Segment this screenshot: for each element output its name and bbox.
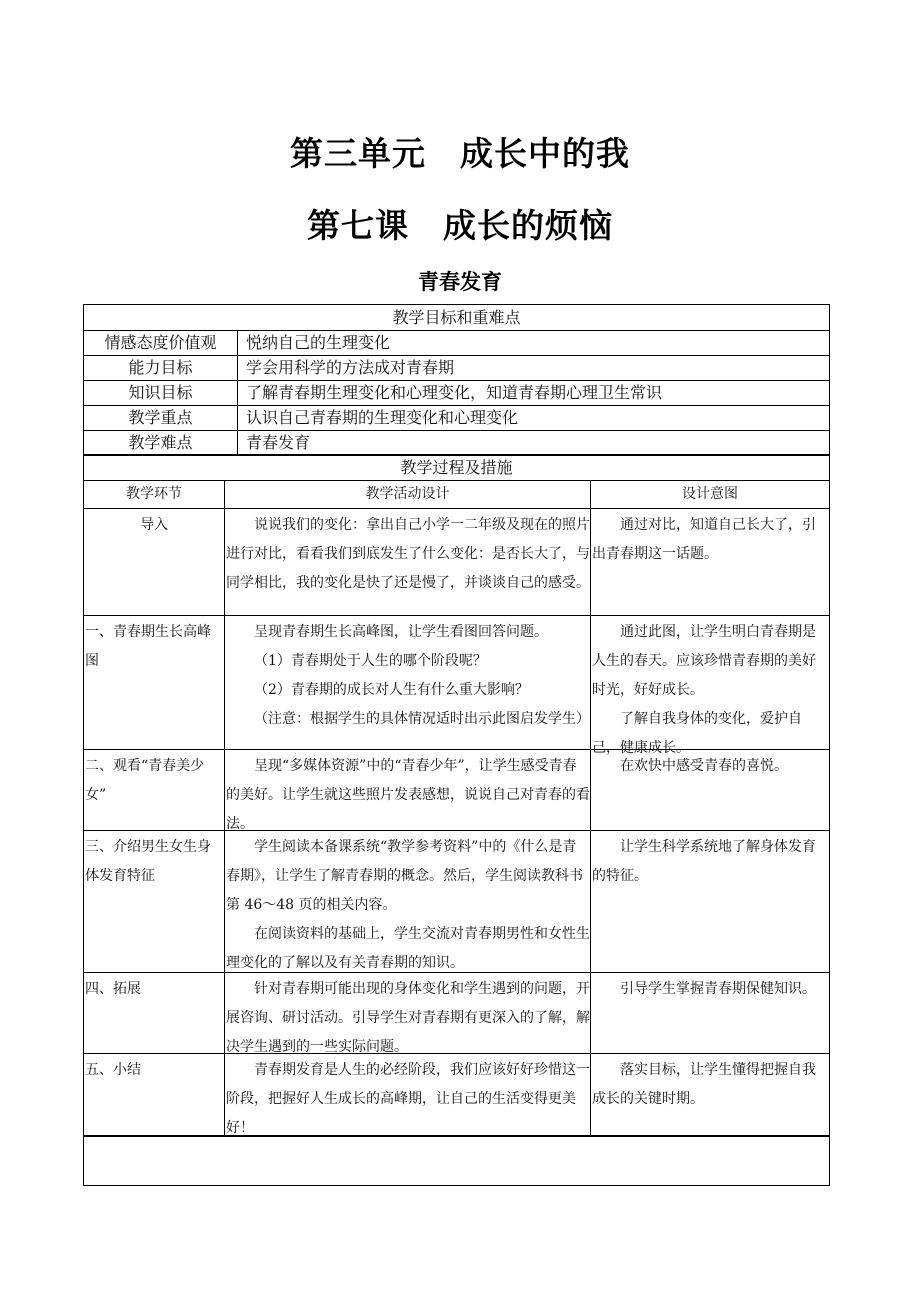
intent-text: 通过此图，让学生明白青春期是人生的春天。应该珍惜青春期的美好时光，好好成长。 [592,624,816,698]
column-header-intent: 设计意图 [682,486,738,502]
process-row-features [84,831,829,973]
intent-text: 落实目标，让学生懂得把握自我成长的关键时期。 [592,1062,816,1107]
process-table [83,454,830,1186]
process-row-summary [84,1054,829,1137]
intent-text: 在欢快中感受青春的喜悦。 [620,758,788,774]
goal-row [84,356,829,381]
step-label: 四、拓展 [85,981,141,997]
activity-text: 呈现“多媒体资源”中的“青春少年”，让学生感受青春的美好。让学生就这些照片发表感想，说说自己对青春的看法。 [226,758,590,832]
lesson-title: 第七课 成长的烦恼 [307,206,613,245]
intent-text: 通过对比，知道自己长大了，引出青春期这一话题。 [592,517,816,562]
goal-label: 能力目标 [84,356,238,380]
activity-text: （1）青春期处于人生的哪个阶段呢？ [254,653,487,669]
goals-table [83,304,830,456]
goal-label: 知识目标 [84,381,238,405]
activity-text: 学生阅读本备课系统“教学参考资料”中的《什么是青春期》，让学生了解青春期的概念。然后，学生阅读教科书第 46～48 页的相关内容。 [226,839,583,913]
step-label: 导入 [140,517,168,533]
step-label: 三、介绍男生女生身体发育特征 [85,839,211,884]
step-label: 一、青春期生长高峰图 [85,624,211,669]
activity-text: 青春期发育是人生的必经阶段，我们应该好好珍惜这一阶段，把握好人生成长的高峰期，让自己的生活变得更美好！ [226,1062,590,1136]
step-label: 五、小结 [85,1062,141,1078]
goal-label: 教学重点 [84,406,238,430]
activity-text: （注意：根据学生的具体情况适时出示此图启发学生） [254,711,590,727]
activity-text: （2）青春期的成长对人生有什么重大影响？ [254,682,529,698]
step-label: 二、观看“青春美少女” [85,758,205,803]
process-row-watch [84,750,829,831]
goal-value: 青春发育 [246,433,311,452]
intent-text: 让学生科学系统地了解身体发育的特征。 [592,839,816,884]
process-title: 教学过程及措施 [84,455,829,481]
goal-label: 教学难点 [84,431,238,455]
goal-row [84,381,829,406]
goal-row [84,406,829,431]
goal-value: 悦纳自己的生理变化 [246,333,391,352]
goal-label: 情感态度价值观 [84,331,238,355]
process-row-extend [84,973,829,1054]
goal-row [84,431,829,455]
goal-value: 学会用科学的方法成对青春期 [246,358,455,377]
activity-text: 呈现青春期生长高峰图，让学生看图回答问题。 [254,624,548,640]
blank-row [84,1137,829,1185]
column-header-step: 教学环节 [84,481,225,508]
unit-title: 第三单元 成长中的我 [290,134,630,173]
topic-title: 青春发育 [418,270,502,294]
process-row-growth-chart [84,616,829,756]
column-header-activity: 教学活动设计 [225,481,591,508]
goal-value: 了解青春期生理变化和心理变化，知道青春期心理卫生常识 [246,383,663,402]
goals-header: 教学目标和重难点 [84,305,829,331]
process-header-row [84,481,829,509]
goal-value: 认识自己青春期的生理变化和心理变化 [246,408,519,427]
process-row-intro [84,509,829,616]
intent-text: 引导学生掌握青春期保健知识。 [620,981,816,997]
activity-text: 针对青春期可能出现的身体变化和学生遇到的问题，开展咨询、研讨活动。引导学生对青春期有更深入的了解，解决学生遇到的一些实际问题。 [226,981,590,1055]
intent-text: 了解自我身体的变化，爱护自己，健康成长。 [592,711,802,756]
activity-text: 在阅读资料的基础上，学生交流对青春期男性和女性生理变化的了解以及有关青春期的知识。 [226,926,590,971]
activity-text: 说说我们的变化：拿出自己小学一二年级及现在的照片进行对比，看看我们到底发生了什么变化：是否长大了，与同学相比，我的变化是快了还是慢了，并谈谈自己的感受。 [226,517,590,591]
goal-row [84,331,829,356]
